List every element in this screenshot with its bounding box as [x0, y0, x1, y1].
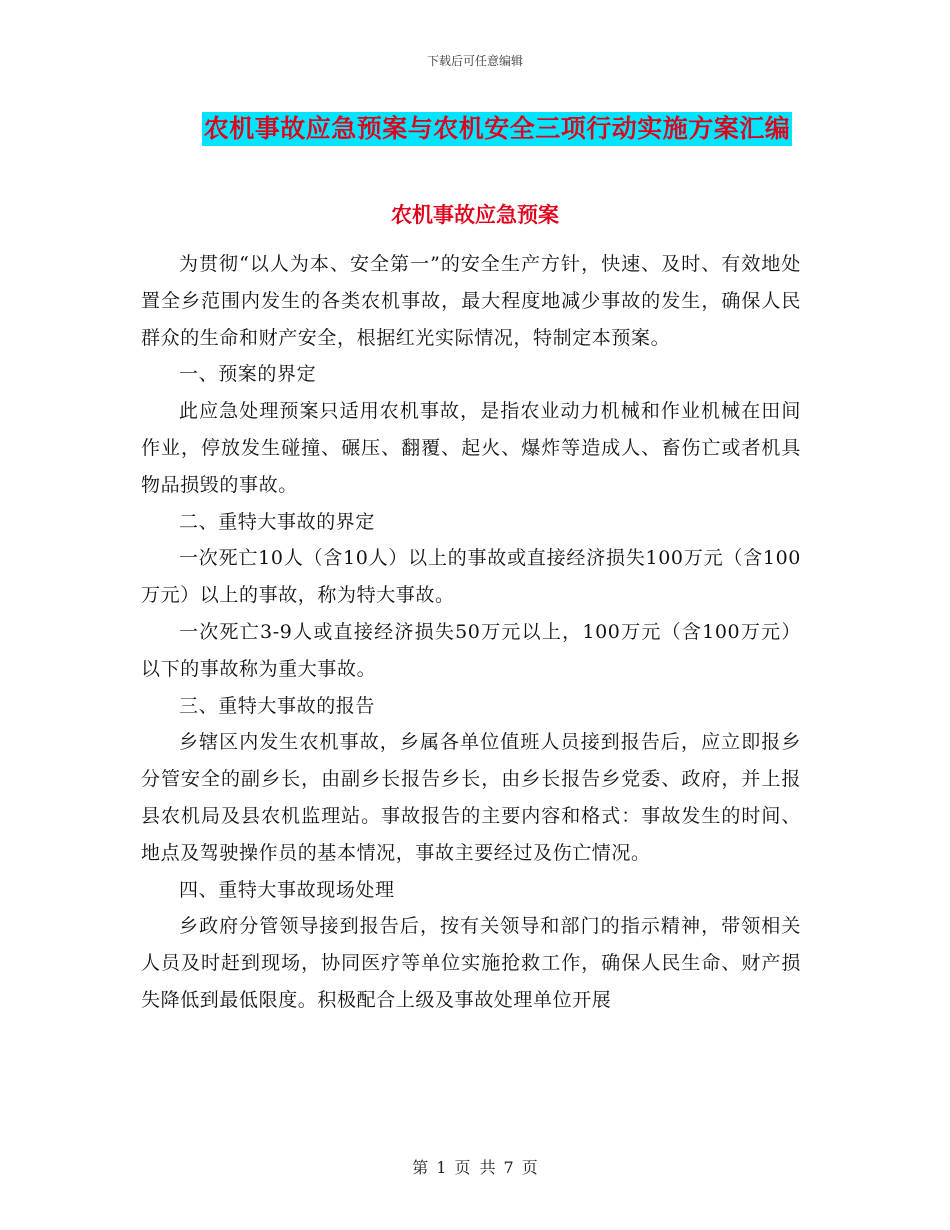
paragraph-plan-definition: 此应急处理预案只适用农机事故，是指农业动力机械和作业机械在田间作业，停放发生碰撞、碾压、翻覆、起火、爆炸等造成人、畜伤亡或者机具物品损毁的事故。 [141, 400, 801, 496]
footer-prefix: 第 [412, 1158, 429, 1177]
heading-scene-handling: 四、重特大事故现场处理 [179, 878, 395, 901]
heading-accident-reporting: 三、重特大事故的报告 [179, 694, 376, 717]
paragraph-scene-handling: 乡政府分管领导接到报告后，按有关领导和部门的指示精神，带领相关人员及时赶到现场，协同医疗等单位实施抢救工作，确保人民生命、财产损失降低到最低限度。积极配合上级及事故处理单位开展 [141, 915, 801, 1011]
document-body [141, 246, 801, 1019]
paragraph-intro: 为贯彻“以人为本、安全第一”的安全生产方针，快速、及时、有效地处置全乡范围内发生的各类农机事故，最大程度地减少事故的发生，确保人民群众的生命和财产安全，根据红光实际情况，特制定本预案。 [141, 253, 801, 349]
paragraph-accident-reporting: 乡辖区内发生农机事故，乡属各单位值班人员接到报告后，应立即报乡分管安全的副乡长，由副乡长报告乡长，由乡长报告乡党委、政府，并上报县农机局及县农机监理站。事故报告的主要内容和格式：事故发生的时间、地点及驾驶操作员的基本情况，事故主要经过及伤亡情况。 [141, 731, 801, 864]
page-header-note: 下载后可任意编辑 [426, 54, 523, 68]
page-footer [0, 1155, 950, 1178]
paragraph-major-accident: 一次死亡3-9人或直接经济损失50万元以上，100万元（含100万元）以下的事故称为重大事故。 [141, 620, 801, 680]
document-title: 农机事故应急预案与农机安全三项行动实施方案汇编 [202, 112, 793, 146]
footer-current-page: 1 [436, 1158, 447, 1177]
section-title: 农机事故应急预案 [391, 202, 559, 227]
heading-major-accident-definition: 二、重特大事故的界定 [179, 510, 376, 533]
paragraph-extraordinary-accident: 一次死亡10人（含10人）以上的事故或直接经济损失100万元（含100万元）以上的事故，称为特大事故。 [141, 547, 801, 607]
heading-plan-definition: 一、预案的界定 [179, 363, 317, 386]
footer-mid: 页 共 [454, 1158, 496, 1177]
footer-total-pages: 7 [503, 1158, 514, 1177]
document-title-container [0, 112, 950, 146]
footer-suffix: 页 [521, 1158, 538, 1177]
